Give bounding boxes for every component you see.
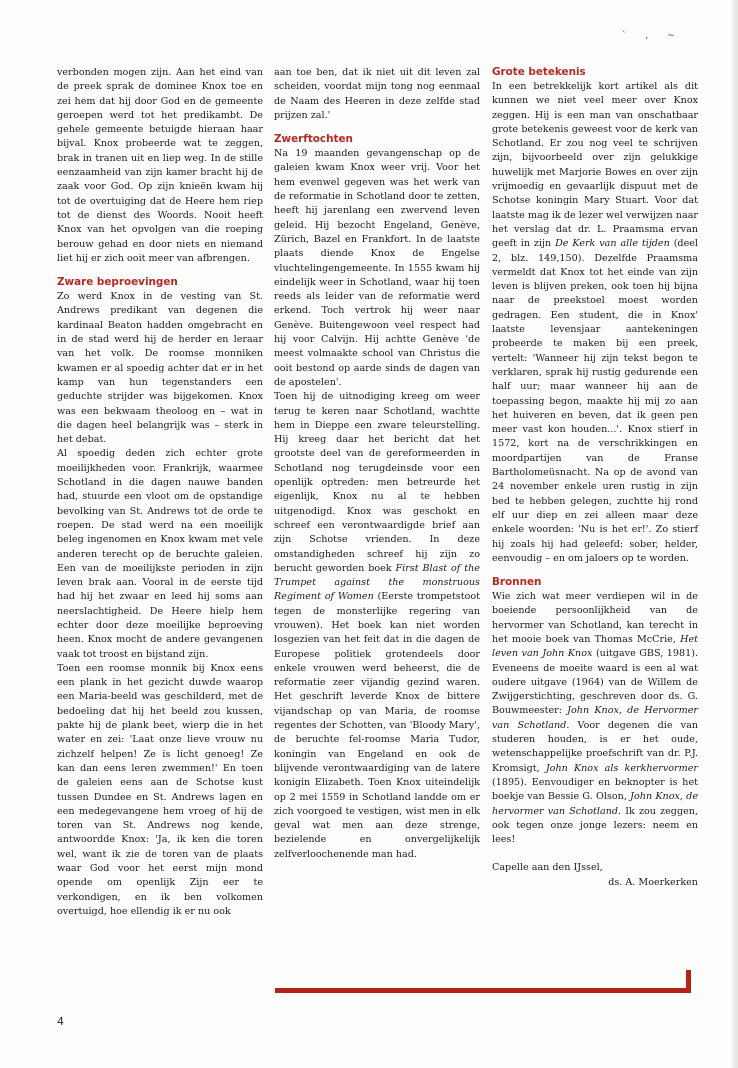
text-run: In een betrekkelijk kort artikel als dit kunnen we niet veel meer over Knox zeggen. Hij is een man van onschatbaar grote betekenis geweest voor de kerk van Schotland. Er zou nog veel te schrijven zijn, bijvoorbeeld over zijn gelukkige huwelijk met Marjorie Bowes en over zijn vrijmoedig en gevaarlijk dispuut met de Schotse koningin Mary Stuart. Voor dat laatste mag ik de lezer wel verwijzen naar het verslag dat dr. L. Praamsma ervan geeft in zijn — [492, 81, 698, 250]
paragraph: aan toe ben, dat ik niet uit dit leven zal scheiden, voordat mijn tong nog eenmaal de Naam des Heeren in deze zelfde stad prijzen zal.' — [274, 67, 480, 121]
page-number: 4 — [57, 1015, 64, 1028]
text-run: (deel 2, blz. 149,150). Dezelfde Praamsma vermeldt dat Knox tot het einde van zijn leven is blijven preken, ook toen hij bijna naar de preekstoel moest worden gedragen. Een student, die in Knox' laatste levensjaar aantekeningen probeerde te maken bij een preek, vertelt: 'Wanneer hij zijn tekst begon te verklaren, sprak hij rustig gedurende een half uur; maar wanneer hij aan de toepassing begon, maakte hij mij zo aan het huiveren en beven, dat ik geen pen meer vast kon houden...'. Knox stierf in 1572, kort na de verschrikkingen en moordpartijen van de Franse Bartholomeüsnacht. Na op de avond van 24 november enkele uren rustig in zijn bed te hebben gelegen, zuchtte hij rond elf uur diep en zei alleen maar deze enkele woorden: 'Nu is het er!'. Zo stierf hij zoals hij had geleefd: sober, helder, eenvoudig – en om jaloers op te worden. — [492, 238, 698, 564]
text-run: (1895). Eenvoudiger en beknopter is het boekje van Bessie G. Olson, — [492, 776, 698, 803]
page-edge — [732, 0, 738, 1068]
column-1 — [57, 66, 263, 919]
book-title: De Kerk van alle tijden — [555, 238, 670, 250]
signature-name: ds. A. Moerkerken — [608, 876, 698, 888]
book-title: Het leven van John Knox — [492, 633, 698, 660]
book-title: First Blast of the Trumpet against the monstruous Regiment of Women — [274, 562, 480, 603]
paragraph — [274, 390, 480, 862]
text-run: Toen hij de uitnodiging kreeg om weer terug te keren naar Schotland, wachtte hem in Dieppe een zware teleurstelling. Hij kreeg daar het bericht dat het grootste deel van de gereformeerden in Schotland nog terugdeinsde voor een openlijk optreden: men betreurde het eigenlijk, Knox nu al te hebben uitgenodigd. Knox was geschokt en schreef een verontwaardigde brief aan zijn Schotse vrienden. In deze omstandigheden schreef hij zijn zo berucht geworden boek — [274, 391, 480, 574]
text-run: (Eerste trompetstoot tegen de monsterlijke regering van vrouwen). Het boek kan niet worden losgezien van het feit dat in die dagen de Europese politiek grotendeels door enkele vrouwen werd beheerst, die de reformatie zeer vijandig gezind waren. Het geschrift leverde Knox de bittere vijandschap op van Maria, de roomse regentes der Schotten, van 'Bloody Mary', de beruchte fel-roomse Maria Tudor, koningin van Engeland en ook de blijvende verontwaardiging van de latere konigin Elizabeth. Toen Knox uiteindelijk op 2 mei 1559 in Schotland landde om er zich voorgoed te vestigen, wist men in elk geval wat men aan deze strenge, bezielende en onvergelijkelijk zelfverloochenende man had. — [274, 591, 480, 860]
text-run: . Voor degenen die van studeren houden, is er het oude, wetenschappelijke proefschrift van dr. P.J. Kromsigt, — [492, 719, 699, 774]
paragraph: Na 19 maanden gevangenschap op de galeien kwam Knox weer vrij. Voor het hem evenwel gegeven was het werk van de reformatie in Schotland door te zetten, heeft hij jarenlang een zwervend leven geleid. Hij bezocht Engeland, Genève, Zürich, Bazel en Frankfort. In de laatste plaats diende Knox de Engelse vluchtelingengemeente. In 1555 kwam hij eindelijk weer in Schotland, waar hij toen reeds als leider van de reformatie werd erkend. Toch vertrok hij weer naar Genève. Buitengewoon veel respect had hij voor Calvijn. Hij achtte Genève 'de meest volmaakte school van Christus die ooit bestond op aarde sinds de dagen van de apostelen'. — [274, 148, 480, 388]
paragraph — [492, 590, 698, 847]
paragraph — [492, 80, 698, 566]
column-3 — [492, 66, 698, 890]
red-rule-horizontal — [275, 988, 690, 993]
text-run: Wie zich wat meer verdiepen wil in de boeiende persoonlijkheid van de hervormer van Schotland, kan terecht in het mooie boek van Thomas McCrie, — [492, 591, 698, 645]
book-title: John Knox, de hervormer van Schotland — [492, 791, 698, 817]
section-heading-grote-betekenis: Grote betekenis — [492, 66, 586, 78]
text-run: . Ik zou zeggen, ook tegen onze jonge lezers: neem en lees! — [492, 805, 698, 846]
book-title: John Knox als kerkhervormer — [545, 762, 698, 774]
paragraph: Toen een roomse monnik bij Knox eens een plank in het gezicht duwde waarop een Maria-beeld was geschilderd, met de bedoeling dat hij het beeld zou kussen, pakte hij de plank beet, wierp die in het water en zei: 'Laat onze lieve vrouw nu zichzelf helpen! Ze is licht genoeg! Ze kan dan eens leren zwemmen!' En toen de galeien eens aan de Schotse kust tussen Dundee en St. Andrews lagen en een medegevangene hem vroeg of hij de toren van St. Andrews nog kende, antwoordde Knox: 'Ja, ik ken die toren wel, want ik zie de toren van de plaats waar God voor het eerst mijn mond opende om openlijk Zijn eer te verkondigen, en ik ben volkomen overtuigd, hoe ellendig ik er nu ook — [57, 662, 263, 917]
red-rule-vertical — [686, 970, 691, 993]
text-run: (uitgave GBS, 1981). Eveneens de moeite waard is een al wat oudere uitgave (1964) van de Willem de Zwijgerstichting, geschreven door ds. G. Bouwmeester: — [492, 648, 698, 717]
section-heading-bronnen: Bronnen — [492, 576, 542, 589]
section-heading-zware-beproevingen: Zware beproevingen — [57, 276, 178, 289]
book-title: John Knox, de Hervormer van Schotland — [492, 705, 698, 731]
section-heading-zwerftochten: Zwerftochten — [274, 133, 353, 146]
paragraph: verbonden mogen zijn. Aan het eind van de preek sprak de dominee Knox toe en zei hem dat hij door God en de gemeente geroepen werd tot het predikambt. De gehele gemeente betuigde hieraan haar bijval. Knox probeerde wat te zeggen, brak in tranen uit en liep weg. In de stille eenzaamheid van zijn kamer bracht hij de zaak voor God. Op zijn knieën kwam hij tot de overtuiging dat de Heere hem riep tot de dienst des Woords. Nooit heeft Knox van het opvolgen van die roeping berouw gehad en door niets en niemand liet hij er zich ooit meer van afbrengen. — [57, 67, 263, 264]
corner-marks: ` , ~ — [622, 31, 683, 41]
signature-place: Capelle aan den IJssel, — [492, 862, 603, 874]
paragraph: Zo werd Knox in de vesting van St. Andrews predikant van degenen die kardinaal Beaton hadden omgebracht en in de stad werd hij de herder en leraar van het volk. De roomse monniken kwamen er al spoedig achter dat er in het kamp van hun tegenstanders een geduchte strijder was bijgekomen. Knox was een bekwaam theoloog en – wat in die dagen heel belangrijk was – sterk in het debat. — [57, 291, 263, 446]
paragraph: Al spoedig deden zich echter grote moeilijkheden voor. Frankrijk, waarmee Schotland in die dagen nauwe banden had, stuurde een vloot om de opstandige bevolking van St. Andrews tot de orde te roepen. De stad werd na een moeilijk beleg ingenomen en Knox kwam met vele anderen terecht op de beruchte galeien. Een van de moeilijkste perioden in zijn leven brak aan. Vooral in de eerste tijd had hij het zwaar en leed hij soms aan neerslachtigheid. De Heere hielp hem echter door deze moeilijke beproeving heen. Knox mocht de andere gevangenen vaak tot troost en bijstand zijn. — [57, 448, 263, 660]
column-2 — [274, 66, 480, 862]
